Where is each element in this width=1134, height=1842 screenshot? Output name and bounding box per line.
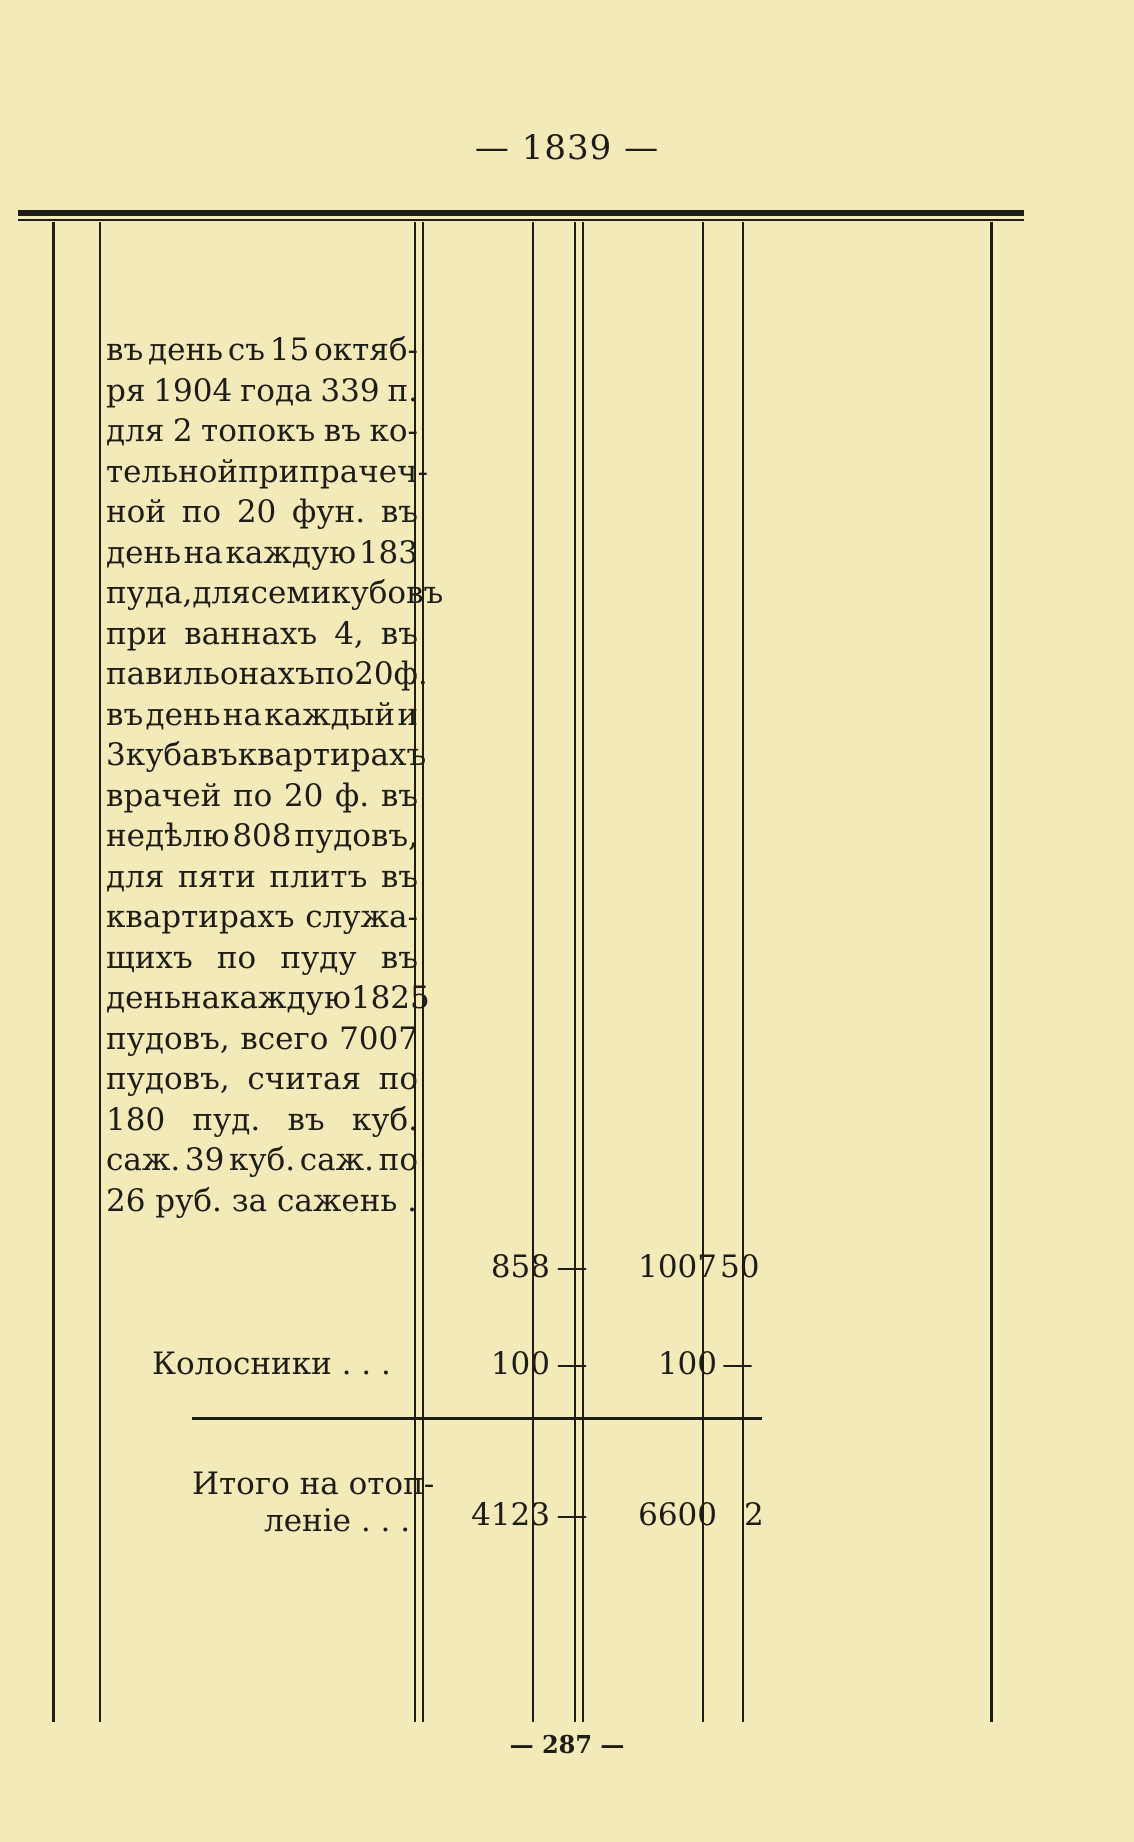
desc-line: 26 руб. за сажень .: [106, 1182, 417, 1219]
desc-word: фун.: [292, 494, 366, 530]
desc-word: ря: [106, 372, 146, 409]
desc-line: [106, 371, 418, 412]
desc-word: ф.: [393, 656, 428, 692]
desc-word: 1825: [350, 980, 430, 1016]
desc-line: [106, 614, 418, 655]
desc-word: ной: [106, 494, 166, 530]
desc-word: по: [314, 656, 355, 692]
desc-word: пуда,: [106, 575, 193, 611]
fuel-rub2: 1007: [638, 1249, 717, 1285]
column-line-right-outer: [990, 222, 993, 1722]
desc-word: въ: [200, 737, 238, 773]
desc-line: [106, 978, 430, 1019]
fuel-description: [106, 330, 444, 1221]
desc-word: по: [378, 1061, 418, 1097]
top-rule: [18, 210, 1024, 216]
desc-word: ф.: [335, 777, 370, 814]
desc-word: при: [238, 453, 300, 490]
desc-word: каждую: [225, 534, 357, 571]
desc-line: [106, 533, 418, 574]
desc-word: 339: [320, 372, 380, 409]
desc-word: пудовъ,: [106, 1020, 230, 1057]
desc-word: въ: [380, 858, 418, 895]
desc-word: въ: [380, 615, 418, 652]
desc-word: 180: [106, 1101, 166, 1138]
desc-line: [106, 938, 418, 979]
desc-word: ваннахъ: [184, 615, 318, 652]
desc-word: прачеч-: [299, 453, 429, 490]
desc-word: квартирахъ: [106, 899, 295, 935]
desc-word: съ: [227, 332, 265, 368]
column-line-left-inner: [99, 222, 101, 1722]
desc-word: 4,: [334, 615, 364, 652]
desc-word: топокъ: [201, 413, 316, 449]
desc-word: по: [216, 939, 257, 976]
desc-word: при: [106, 615, 168, 652]
desc-line: [106, 735, 427, 776]
desc-word: саж.: [106, 1142, 181, 1178]
column-line-left-outer: [52, 222, 55, 1722]
desc-line: [106, 654, 428, 695]
desc-word: пуд.: [192, 1101, 261, 1138]
desc-word: 20: [354, 656, 394, 692]
desc-word: день: [106, 980, 181, 1016]
grates-rub1: 100: [490, 1346, 550, 1382]
desc-word: года: [240, 372, 313, 409]
desc-word: служа-: [305, 899, 418, 935]
desc-line: [106, 411, 418, 452]
desc-word: въ: [380, 777, 418, 814]
desc-word: семи: [250, 575, 332, 611]
desc-word: 808: [232, 818, 292, 854]
desc-word: день: [145, 696, 221, 733]
desc-word: для: [192, 575, 251, 611]
desc-word: ко-: [369, 413, 418, 449]
grates-kop2: —: [722, 1346, 753, 1382]
desc-line: [106, 1140, 418, 1181]
page-number-bottom: — 287 —: [509, 1730, 625, 1759]
desc-line: [106, 1100, 418, 1141]
desc-word: тельной: [106, 453, 239, 490]
grates-rub2: 100: [657, 1346, 717, 1382]
desc-line: [106, 492, 418, 533]
desc-word: 1904: [153, 372, 233, 409]
fuel-kop1: —: [556, 1249, 588, 1285]
desc-line: [106, 897, 418, 938]
desc-line: [106, 776, 418, 817]
desc-word: на: [222, 696, 262, 733]
desc-word: каждый: [264, 696, 396, 733]
total-kop1: —: [556, 1497, 588, 1533]
desc-word: считая: [247, 1061, 362, 1097]
total-kop2: 2: [744, 1497, 764, 1533]
desc-word: по: [378, 1142, 418, 1178]
desc-line: [106, 330, 418, 371]
desc-line: [106, 1059, 418, 1100]
desc-word: саж.: [299, 1142, 374, 1178]
desc-word: день: [106, 534, 181, 571]
desc-word: въ: [106, 696, 144, 733]
desc-line: [106, 695, 418, 736]
desc-word: 2: [172, 413, 193, 449]
desc-word: куб.: [351, 1101, 418, 1138]
total-rub2: 6600: [638, 1497, 717, 1533]
desc-word: октяб-: [314, 332, 418, 368]
desc-word: квартирахъ: [237, 737, 427, 773]
desc-word: по: [181, 494, 222, 530]
desc-line: [106, 1019, 418, 1060]
total-label-line2: леніе . . .: [264, 1503, 411, 1539]
top-rule-thin: [18, 219, 1024, 221]
desc-word: 39: [184, 1142, 225, 1178]
desc-word: въ: [287, 1101, 325, 1138]
desc-word: для: [106, 413, 165, 449]
desc-word: плитъ: [269, 858, 368, 895]
desc-word: каждую: [220, 980, 351, 1016]
desc-word: недѣлю: [106, 818, 230, 854]
page-number-top: — 1839 —: [474, 128, 660, 168]
desc-word: куба: [125, 737, 201, 773]
desc-word: 20: [236, 494, 277, 530]
desc-word: пяти: [177, 858, 256, 895]
desc-word: и: [397, 696, 418, 733]
fuel-rub1: 858: [490, 1249, 550, 1285]
desc-word: пудовъ,: [106, 1061, 230, 1097]
desc-word: 7007: [339, 1020, 418, 1057]
desc-word: 183: [358, 534, 418, 571]
desc-line: [106, 816, 418, 857]
desc-word: для: [106, 858, 165, 895]
desc-word: въ: [380, 494, 418, 530]
total-rub1: 4123: [471, 1497, 550, 1533]
desc-word: 15: [269, 332, 310, 368]
grates-kop1: —: [556, 1346, 588, 1382]
total-label-line1: Итого на отоп-: [192, 1466, 435, 1502]
grates-label: Колосники . . .: [152, 1346, 391, 1382]
desc-word: въ: [323, 413, 361, 449]
desc-word: по: [232, 777, 273, 814]
desc-word: день: [148, 332, 224, 368]
desc-word: врачей: [106, 777, 222, 814]
desc-word: на: [180, 980, 221, 1016]
desc-word: на: [183, 534, 223, 571]
desc-word: щихъ: [106, 939, 193, 976]
desc-word: пудовъ,: [294, 818, 418, 854]
desc-word: кубовъ: [331, 575, 444, 611]
desc-line: [106, 857, 418, 898]
desc-word: въ: [106, 332, 144, 368]
desc-word: всего: [240, 1020, 329, 1057]
desc-line: [106, 573, 444, 614]
desc-word: 20: [283, 777, 324, 814]
desc-word: п.: [387, 372, 418, 409]
desc-word: куб.: [228, 1142, 296, 1178]
desc-word: пуду: [280, 939, 357, 976]
desc-word: въ: [380, 939, 418, 976]
total-rule: [192, 1417, 762, 1420]
desc-line: [106, 452, 429, 493]
desc-word: 3: [106, 737, 126, 773]
desc-word: павильонахъ: [106, 656, 315, 692]
fuel-kop2: 50: [720, 1249, 760, 1285]
